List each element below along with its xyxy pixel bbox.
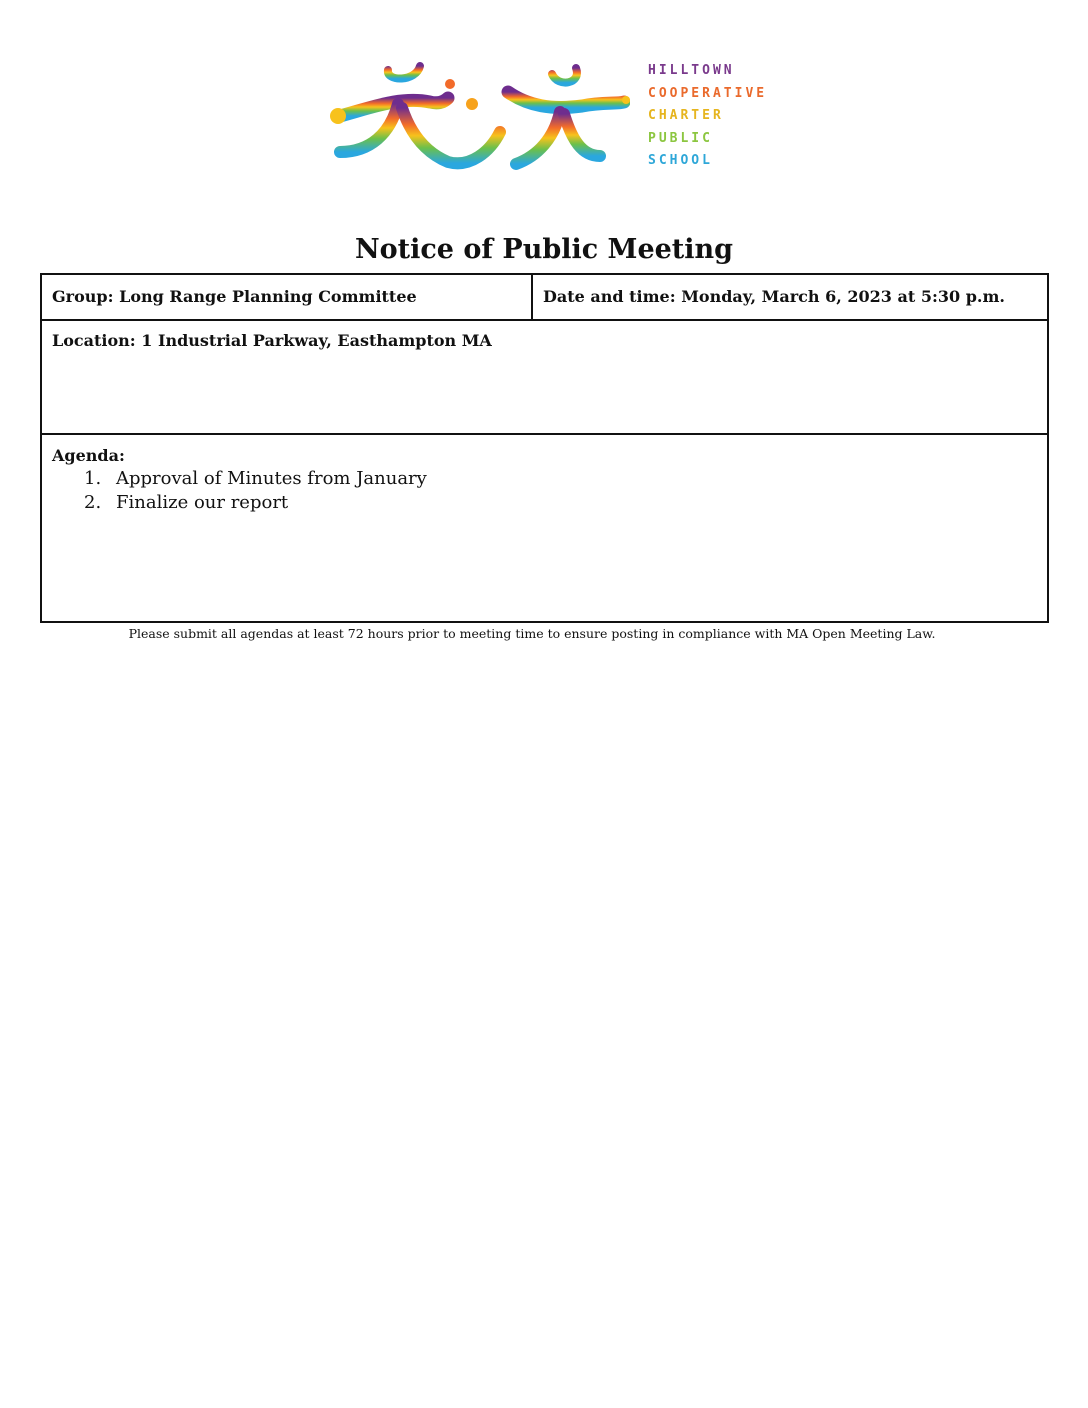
list-item <box>52 467 1037 491</box>
header-row <box>41 274 1048 320</box>
logo-line: COOPERATIVE <box>648 85 768 101</box>
meeting-notice-form <box>40 273 1049 623</box>
datetime-cell <box>532 274 1048 320</box>
group-field: Group: Long Range Planning Committee <box>52 287 417 306</box>
logo-line: PUBLIC <box>648 130 713 146</box>
logo-line: CHARTER <box>648 108 724 123</box>
location-cell <box>41 320 1048 434</box>
agenda-item-text: Approval of Minutes from January <box>116 468 427 489</box>
agenda-item-number: 1. <box>84 468 102 489</box>
agenda-label: Agenda: <box>52 446 125 465</box>
agenda-list <box>52 467 1037 515</box>
school-name-wordmark <box>648 60 788 173</box>
location-row <box>41 320 1048 434</box>
agenda-item-number: 2. <box>84 492 102 513</box>
location-field: Location: 1 Industrial Parkway, Easthampton MA <box>52 331 492 350</box>
agenda-row <box>41 434 1048 622</box>
logo-line: HILLTOWN <box>648 63 735 78</box>
logo-line: SCHOOL <box>648 153 713 168</box>
agenda-item-text: Finalize our report <box>116 492 289 513</box>
list-item <box>52 491 1037 515</box>
compliance-note: Please submit all agendas at least 72 hours prior to meeting time to ensure posting in compliance with MA Open Meeting Law. <box>128 626 936 641</box>
page-title: Notice of Public Meeting <box>354 234 734 265</box>
agenda-cell <box>41 434 1048 622</box>
school-logo <box>320 52 790 182</box>
group-cell <box>41 274 532 320</box>
datetime-field: Date and time: Monday, March 6, 2023 at 5:30 p.m. <box>543 287 1005 306</box>
dancing-figures-logo-mark <box>320 52 630 182</box>
